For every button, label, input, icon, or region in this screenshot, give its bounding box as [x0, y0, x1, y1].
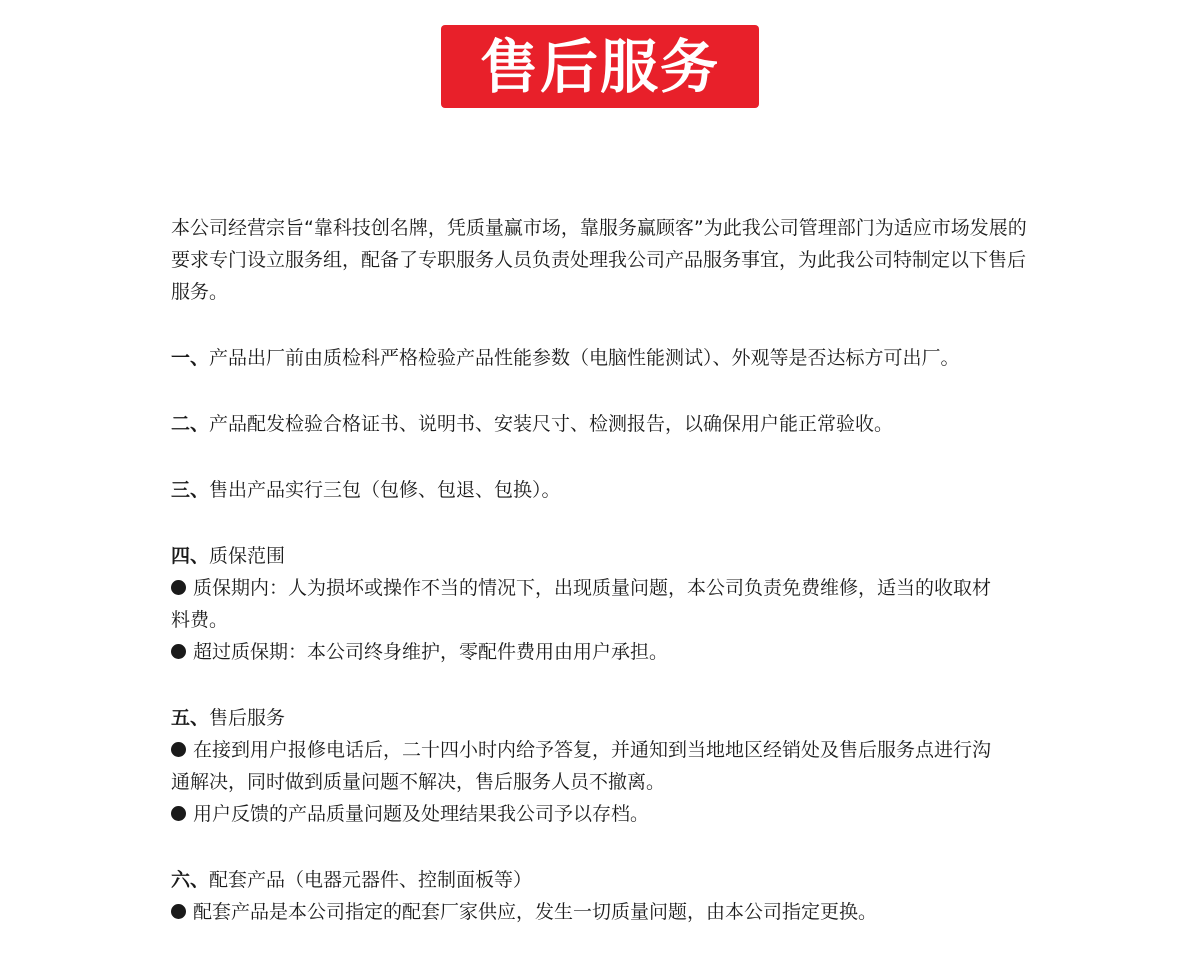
section-6-heading	[171, 864, 1041, 896]
list-item	[171, 798, 1001, 830]
section-number: 一、	[171, 347, 210, 369]
intro-paragraph: 本公司经营宗旨“靠科技创名牌，凭质量赢市场，靠服务赢顾客”为此我公司管理部门为适应市场发展的要求专门设立服务组，配备了专职服务人员负责处理我公司产品服务事宜，为此我公司特制定以下售后服务。	[171, 217, 1027, 303]
section-text: 售出产品实行三包（包修、包退、包换）。	[209, 479, 561, 501]
section-5-heading	[171, 702, 1041, 734]
bullet-text: 配套产品是本公司指定的配套厂家供应，发生一切质量问题，由本公司指定更换。	[193, 901, 878, 923]
section-text: 配套产品（电器元器件、控制面板等）	[209, 869, 533, 891]
list-item	[171, 572, 1001, 636]
section-number: 二、	[171, 413, 210, 435]
bullet-text: 在接到用户报修电话后，二十四小时内给予答复，并通知到当地地区经销处及售后服务点进行沟通解决，同时做到质量问题不解决，售后服务人员不撤离。	[171, 739, 992, 793]
bullet-dot-icon	[171, 742, 186, 757]
bullet-text: 用户反馈的产品质量问题及处理结果我公司予以存档。	[193, 803, 650, 825]
page-title: 售后服务	[479, 32, 720, 101]
section-4-heading	[171, 540, 1041, 572]
section-number: 四、	[171, 545, 210, 567]
section-number: 三、	[171, 479, 210, 501]
service-content	[171, 212, 1041, 928]
bullet-text: 超过质保期：本公司终身维护，零配件费用由用户承担。	[193, 641, 669, 663]
title-banner	[441, 25, 759, 108]
list-item	[171, 896, 1001, 928]
section-number: 六、	[171, 869, 210, 891]
bullet-dot-icon	[171, 806, 186, 821]
section-2	[171, 408, 1041, 440]
section-text: 产品配发检验合格证书、说明书、安装尺寸、检测报告，以确保用户能正常验收。	[209, 413, 894, 435]
list-item	[171, 636, 1001, 668]
bullet-dot-icon	[171, 904, 186, 919]
section-text: 售后服务	[209, 707, 286, 729]
bullet-text: 质保期内：人为损坏或操作不当的情况下，出现质量问题，本公司负责免费维修，适当的收取材料费。	[171, 577, 992, 631]
bullet-dot-icon	[171, 644, 186, 659]
section-text: 质保范围	[209, 545, 286, 567]
section-number: 五、	[171, 707, 210, 729]
section-text: 产品出厂前由质检科严格检验产品性能参数（电脑性能测试）、外观等是否达标方可出厂。	[209, 347, 960, 369]
section-3	[171, 474, 1041, 506]
bullet-dot-icon	[171, 580, 186, 595]
section-1	[171, 342, 1041, 374]
list-item	[171, 734, 1001, 798]
